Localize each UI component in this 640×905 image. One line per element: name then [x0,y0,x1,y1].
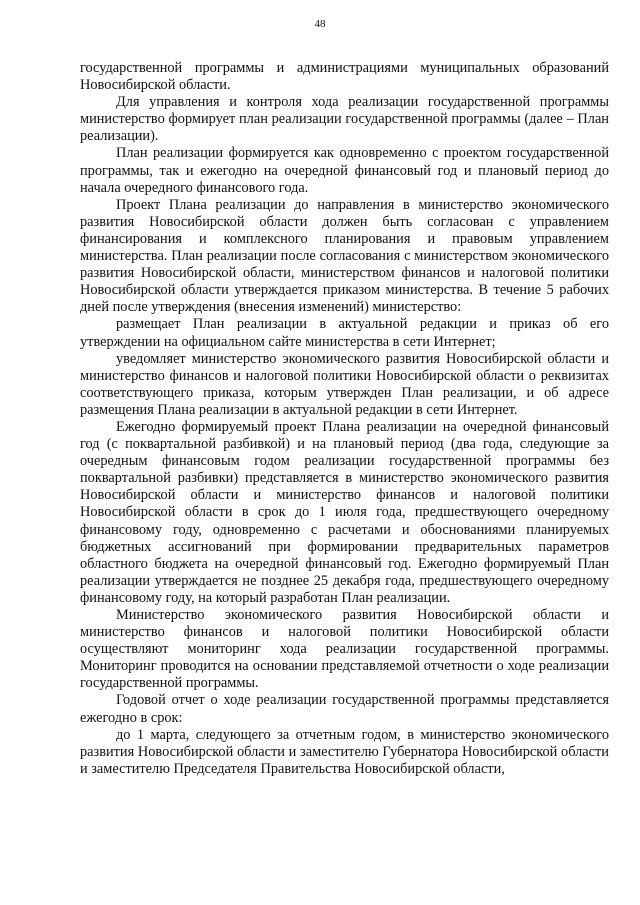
paragraph-plan-approval: Проект Плана реализации до направления в министерство экономического развития Новосибирской области должен быть согласован с управлением финансирования и комплексного планирования и правовым управлением министерства. План реализации после согласования с министерством экономического развития Новосибирской области, министерством финансов и налоговой политики Новосибирской области утверждается приказом министерства. В течение 5 рабочих дней после утверждения (внесения изменений) министерство: [80,196,609,316]
paragraph-report-deadline: до 1 марта, следующего за отчетным годом, в министерство экономического развития Новосибирской области и заместителю Губернатора Новосибирской области и заместителю Председателя Правительства Новосибирской области, [80,726,609,777]
paragraph-annual-report: Годовой отчет о ходе реализации государственной программы представляется ежегодно в срок: [80,692,609,726]
paragraph-publish: размещает План реализации в актуальной редакции и приказ об его утверждении на официальном сайте министерства в сети Интернет; [80,316,609,350]
paragraph-monitoring: Министерство экономического развития Новосибирской области и министерство финансов и налоговой политики Новосибирской области осуществляют мониторинг хода реализации государственной программы. Мониторинг проводится на основании представляемой отчетности о ходе реализации государственной программы. [80,607,609,692]
page-number: 48 [314,18,326,30]
paragraph-continuation: государственной программы и администрациями муниципальных образований Новосибирской области. [80,60,609,94]
paragraph-annual-draft: Ежегодно формируемый проект Плана реализации на очередной финансовый год (с поквартальной разбивкой) и на плановый период (два года, следующие за очередным финансовым годом реализации государственной программы без поквартальной разбивки) представляется в министерство экономического развития Новосибирской области и министерство финансов и налоговой политики Новосибирской области в срок до 1 июля года, предшествующего очередному финансовому году, одновременно с расчетами и обоснованиями планируемых бюджетных ассигнований при формировании предварительных параметров областного бюджета на очередной финансовый год. Ежегодно формируемый План реализации утверждается не позднее 25 декабря года, предшествующего очередному финансовому году, на который разработан План реализации. [80,418,609,606]
paragraph-plan-timing: План реализации формируется как одновременно с проектом государственной программы, так и ежегодно на очередной финансовый год и плановый период до начала очередного финансового года. [80,145,609,196]
paragraph-notify: уведомляет министерство экономического развития Новосибирской области и министерство финансов и налоговой политики Новосибирской области о реквизитах соответствующего приказа, которым утвержден План реализации, и об адресе размещения Плана реализации в актуальной редакции в сети Интернет. [80,350,609,418]
document-body [80,60,609,778]
paragraph-plan-formation: Для управления и контроля хода реализации государственной программы министерство формирует план реализации государственной программы (далее – План реализации). [80,94,609,145]
